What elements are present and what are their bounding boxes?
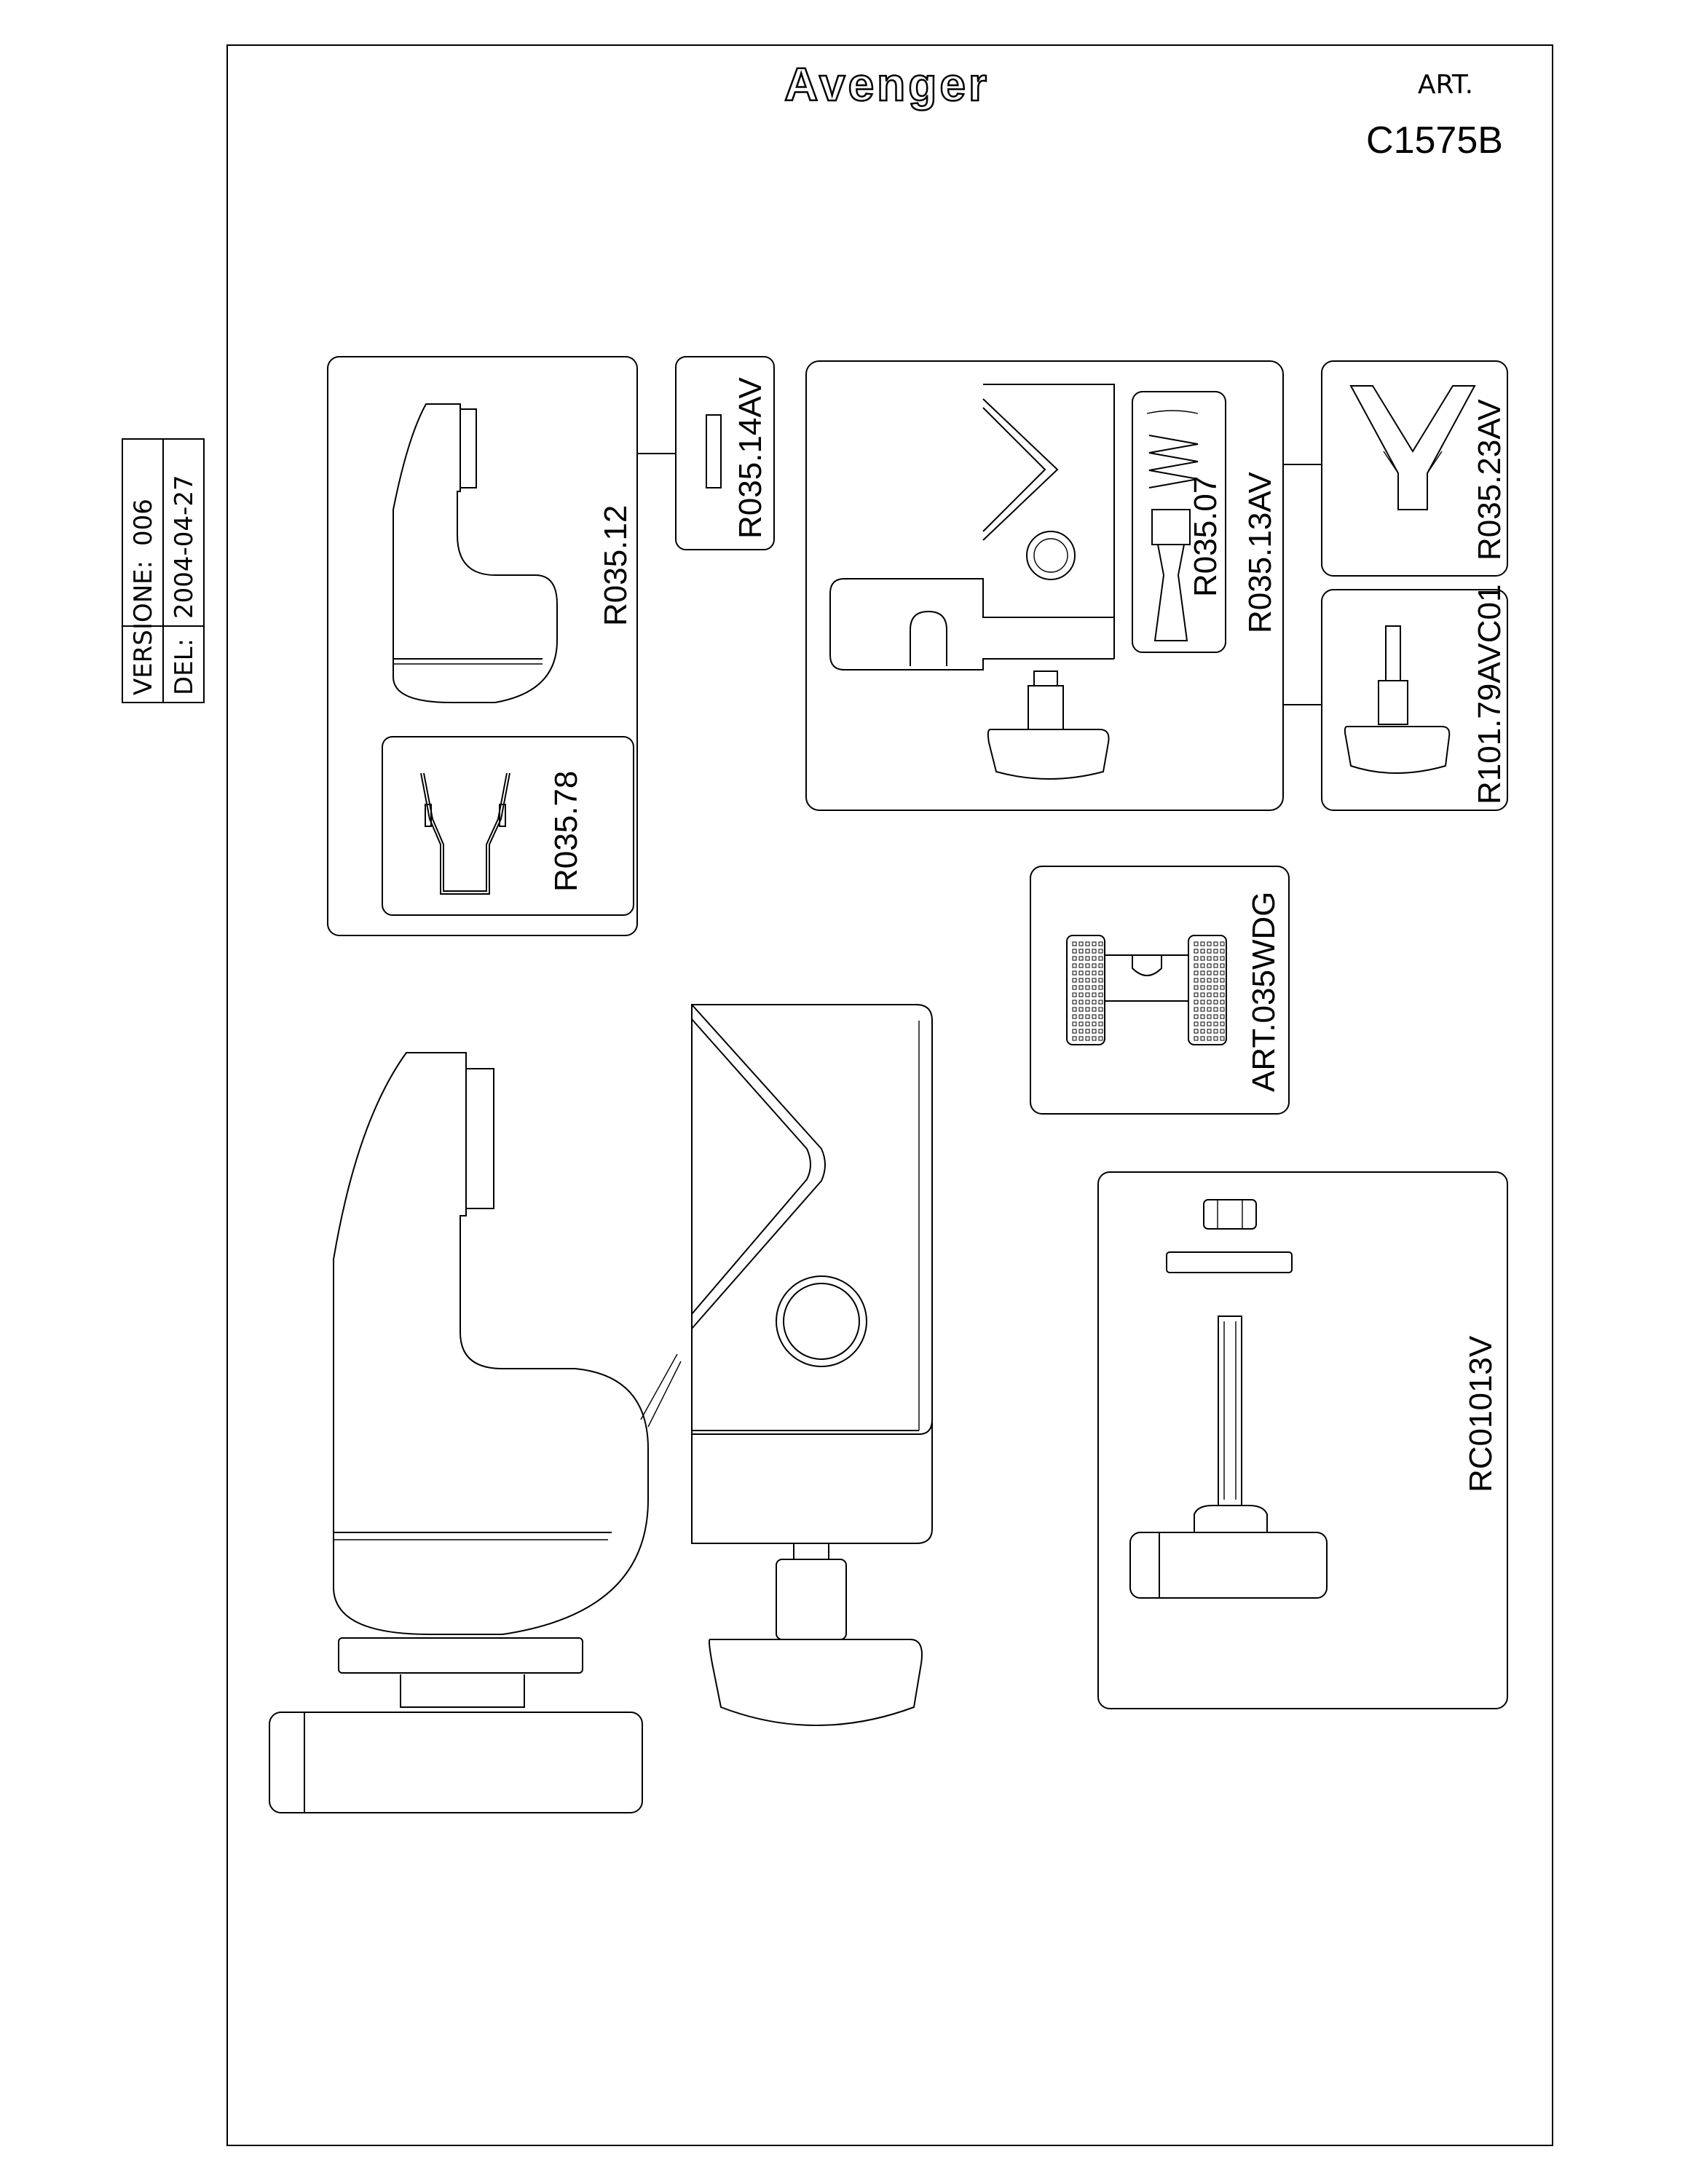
date-value: 2004-04-27	[170, 475, 199, 619]
part-label-r035-13av: R035.13AV	[1242, 472, 1278, 633]
part-r035-78-box	[382, 737, 634, 915]
version-box	[122, 439, 204, 703]
art-code: C1575B	[1366, 119, 1503, 162]
part-r035-23av-box	[1322, 361, 1507, 576]
version-value: 006	[129, 499, 158, 546]
drawing-frame	[227, 45, 1553, 2145]
main-assembly-drawing	[269, 1005, 932, 1813]
part-label-r035-14av: R035.14AV	[733, 377, 768, 539]
part-label-r035-23av: R035.23AV	[1472, 399, 1507, 561]
version-label: VERSIONE:	[129, 560, 158, 695]
part-label-rc01013v: RC01013V	[1463, 1335, 1499, 1492]
part-label-art-035wdg: ART.035WDG	[1246, 891, 1282, 1092]
part-rc01013v-box	[1098, 1172, 1507, 1709]
art-label: ART.	[1417, 70, 1474, 100]
grip-texture	[1073, 942, 1224, 1040]
date-label: DEL:	[170, 638, 199, 695]
part-label-r101-79avc01: R101.79AVC01	[1472, 584, 1507, 804]
brand-logo: Avenger	[784, 58, 990, 111]
part-label-r035-78: R035.78	[548, 770, 584, 892]
part-r101-79avc01-box	[1322, 585, 1507, 811]
part-r035-14av-box	[676, 357, 774, 550]
part-label-r035-07: R035.07	[1188, 475, 1223, 597]
part-r035-12-box	[328, 357, 637, 935]
part-art-035wdg-box	[1030, 866, 1289, 1114]
part-r035-07-box	[1132, 392, 1226, 652]
part-label-r035-12: R035.12	[598, 505, 634, 626]
